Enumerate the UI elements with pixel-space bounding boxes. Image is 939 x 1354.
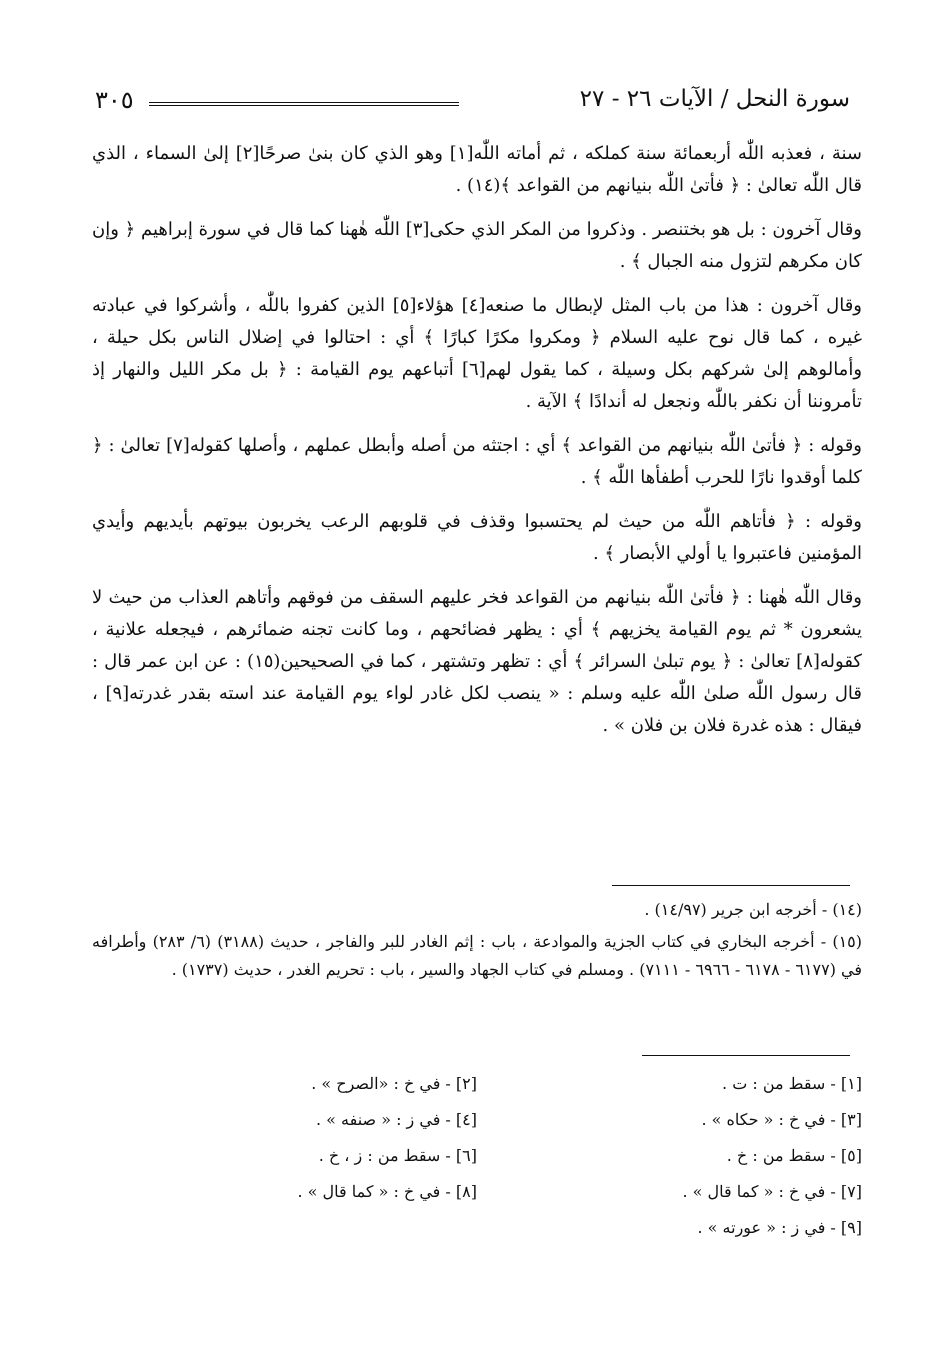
- footnote: (١٥) - أخرجه البخاري في كتاب الجزية والموادعة ، باب : إثم الغادر للبر والفاجر ، حديث (٣١٨٨) (٦/ ٢٨٣) وأطرافه في (٦١٧٧ - ٦١٧٨ - ٦٩٦٦ - ٧١١١) . ومسلم في كتاب الجهاد والسير ، باب : تحريم الغدر ، حديث (١٧٣٧) .: [92, 932, 863, 979]
- page-number: ٣٠٥: [95, 86, 134, 114]
- variant-note: [٣] - في خ : « حكاه » .: [701, 1110, 862, 1129]
- paragraph: وقوله : ﴿ فأتاهم اللّٰه من حيث لم يحتسبوا وقذف في قلوبهم الرعب يخربون بيوتهم بأيديهم وأيدي المؤمنين فاعتبروا يا أولي الأبصار ﴾ .: [92, 511, 862, 564]
- variant-row: [92, 1068, 862, 1104]
- variant-row: [92, 1104, 862, 1140]
- paragraph: وقال آخرون : بل هو بختنصر . وذكروا من المكر الذي حكى[٣] اللّٰه هٰهنا كما قال في سورة إبراهيم ﴿ وإن كان مكرهم لتزول منه الجبال ﴾ .: [92, 219, 862, 272]
- variant-note: [١] - سقط من : ت .: [722, 1074, 862, 1093]
- variant-row: [92, 1212, 862, 1248]
- variant-row: [92, 1140, 862, 1176]
- main-text: [92, 138, 862, 754]
- variant-note: [٥] - سقط من : خ .: [726, 1146, 862, 1165]
- variant-note: [٤] - في ز : « صنفه » .: [315, 1110, 477, 1129]
- running-title: سورة النحل / الآيات ٢٦ - ٢٧: [579, 86, 850, 112]
- variant-note: [92, 1212, 477, 1248]
- paragraph: وقوله : ﴿ فأتىٰ اللّٰه بنيانهم من القواعد ﴾ أي : اجتثه من أصله وأبطل عملهم ، وأصلها كقوله[٧] تعالىٰ : ﴿ كلما أوقدوا نارًا للحرب أطفأها اللّٰه ﴾ .: [92, 435, 862, 488]
- paragraph: وقال آخرون : هذا من باب المثل لإبطال ما صنعه[٤] هؤلاء[٥] الذين كفروا باللّٰه ، وأشركوا في عبادته غيره ، كما قال نوح عليه السلام ﴿ ومكروا مكرًا كبارًا ﴾ أي : احتالوا في إضلال الناس بكل حيلة ، وأمالوهم إلىٰ شركهم بكل وسيلة ، كما يقول لهم[٦] أتباعهم يوم القيامة : ﴿ بل مكر الليل والنهار إذ تأمروننا أن نكفر باللّٰه ونجعل له أندادًا ﴾ الآية .: [92, 295, 863, 412]
- variant-row: [92, 1176, 862, 1212]
- footnotes: [92, 896, 862, 988]
- variants-separator: [642, 1055, 850, 1056]
- variant-note: [٨] - في خ : « كما قال » .: [297, 1182, 477, 1201]
- footnote: (١٤) - أخرجه ابن جرير (١٤/٩٧) .: [644, 900, 862, 919]
- header-rule: [149, 102, 459, 106]
- variant-note: [٧] - في خ : « كما قال » .: [682, 1182, 862, 1201]
- variant-note: [٩] - في ز : « عورته » .: [697, 1218, 862, 1237]
- paragraph: وقال اللّٰه هٰهنا : ﴿ فأتىٰ اللّٰه بنيانهم من القواعد فخر عليهم السقف من فوقهم وأتاهم العذاب من حيث لا يشعرون * ثم يوم القيامة يخزيهم ﴾ أي : يظهر فضائحهم ، وما كانت تجنه ضمائرهم ، فيجعله علانية ، كقوله[٨] تعالىٰ : ﴿ يوم تبلىٰ السرائر ﴾ أي : تظهر وتشتهر ، كما في الصحيحين(١٥) : عن ابن عمر قال : قال رسول اللّٰه صلىٰ اللّٰه عليه وسلم : « ينصب لكل غادر لواء يوم القيامة عند استه بقدر غدرته[٩] ، فيقال : هذه غدرة فلان بن فلان » .: [92, 587, 862, 736]
- paragraph: سنة ، فعذبه اللّٰه أربعمائة سنة كملكه ، ثم أماته اللّٰه[١] وهو الذي كان بنىٰ صرحًا[٢] إلىٰ السماء ، الذي قال اللّٰه تعالىٰ : ﴿ فأتىٰ اللّٰه بنيانهم من القواعد ﴾(١٤) .: [92, 143, 862, 196]
- manuscript-variants: [92, 1068, 862, 1248]
- variant-note: [٢] - في خ : «الصرح » .: [311, 1074, 477, 1093]
- footnote-separator: [612, 885, 850, 886]
- page-header: [95, 80, 850, 120]
- variant-note: [٦] - سقط من : ز ، خ .: [318, 1146, 477, 1165]
